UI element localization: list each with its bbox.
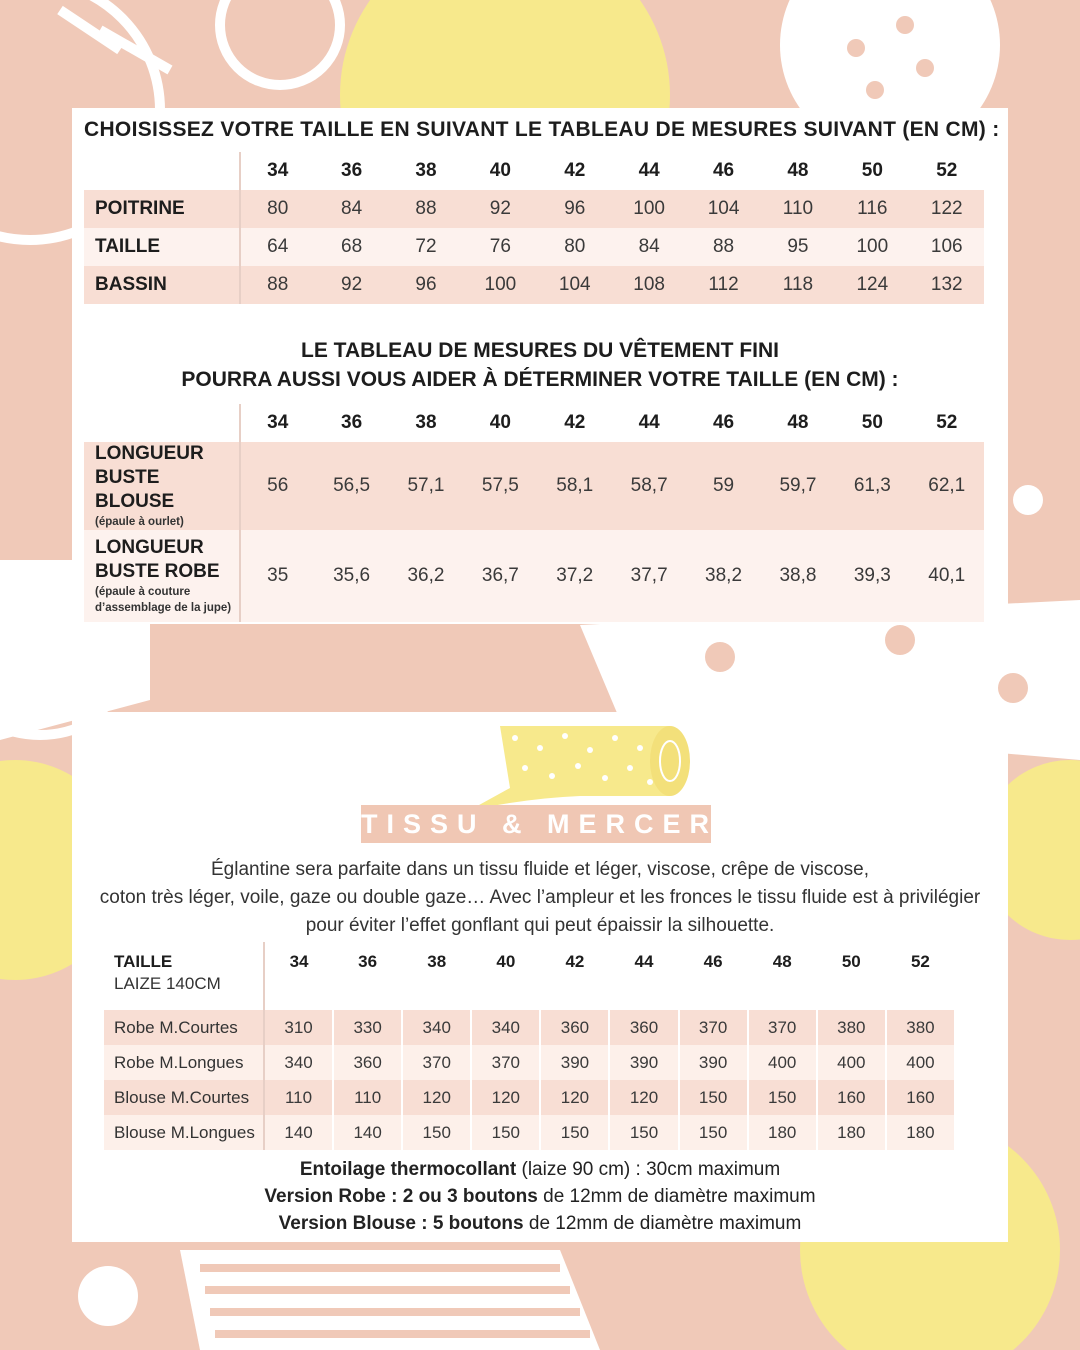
note-line [72, 1210, 1008, 1237]
table-cell: 72 [389, 228, 463, 266]
size-header: 38 [415, 412, 437, 433]
table-cell: 380 [886, 1010, 955, 1045]
table-cell: 68 [314, 228, 388, 266]
table-row [104, 1115, 955, 1150]
table-cell: 360 [609, 1010, 678, 1045]
row-label: Robe M.Courtes [104, 1010, 264, 1045]
size-header: 34 [289, 952, 309, 971]
table-cell: 100 [612, 190, 686, 228]
size-header: 52 [936, 160, 958, 181]
size-header: 48 [787, 160, 809, 181]
table-cell: 150 [748, 1080, 817, 1115]
table-row-buste-robe [84, 530, 984, 622]
table-cell: 64 [240, 228, 314, 266]
row-label [84, 442, 240, 530]
size-header: 36 [341, 412, 363, 433]
note-bold: Version Robe : 2 ou 3 boutons [264, 1186, 538, 1207]
fabric-panel [72, 712, 1008, 1242]
table-cell: 150 [609, 1115, 678, 1150]
table-cell: 390 [540, 1045, 609, 1080]
table-corner [84, 404, 240, 442]
row-label-note: (épaule à ourlet) [95, 516, 184, 528]
table-cell: 360 [540, 1010, 609, 1045]
size-header: 42 [564, 412, 586, 433]
table-row-taille [84, 228, 984, 266]
table-cell: 360 [333, 1045, 402, 1080]
table-cell: 57,5 [463, 442, 537, 530]
size-header: 34 [267, 412, 289, 433]
row-label-line1: LONGUEUR [95, 537, 204, 558]
size-header: 34 [267, 160, 289, 181]
table-cell: 35,6 [314, 530, 388, 622]
size-header: 52 [910, 952, 930, 971]
table-cell: 59 [686, 442, 760, 530]
table-cell: 59,7 [761, 442, 835, 530]
table-cell: 110 [761, 190, 835, 228]
size-header: 48 [772, 952, 792, 971]
table-cell: 112 [686, 266, 760, 304]
table-cell: 36,7 [463, 530, 537, 622]
table-cell: 180 [748, 1115, 817, 1150]
size-header: 46 [703, 952, 723, 971]
table-cell: 92 [314, 266, 388, 304]
note-text: de 12mm de diamètre maximum [537, 1186, 816, 1207]
table-cell: 132 [910, 266, 984, 304]
table-cell: 106 [910, 228, 984, 266]
table-cell: 370 [402, 1045, 471, 1080]
table-cell: 400 [886, 1045, 955, 1080]
size-header: 42 [564, 160, 586, 181]
table-cell: 56 [240, 442, 314, 530]
table-cell: 88 [686, 228, 760, 266]
row-label: BASSIN [84, 266, 240, 304]
row-label: TAILLE [84, 228, 240, 266]
fabric-yardage-table [104, 942, 956, 1150]
fabric-description [72, 856, 1008, 940]
table-cell: 370 [748, 1010, 817, 1045]
table-cell: 180 [817, 1115, 886, 1150]
table-cell: 160 [817, 1080, 886, 1115]
size-header: 52 [936, 412, 958, 433]
body-measurements-table [84, 152, 984, 304]
table-cell: 390 [609, 1045, 678, 1080]
table-cell: 95 [761, 228, 835, 266]
table-cell: 150 [540, 1115, 609, 1150]
table-cell: 380 [817, 1010, 886, 1045]
notions-notes [72, 1156, 1008, 1237]
table-cell: 56,5 [314, 442, 388, 530]
body-measurements-title: CHOISISSEZ VOTRE TAILLE EN SUIVANT LE TABLEAU DE MESURES SUIVANT (EN CM) : [84, 118, 1000, 141]
row-label: Robe M.Longues [104, 1045, 264, 1080]
description-line: pour éviter l’effet gonflant qui peut épaissir la silhouette. [305, 915, 775, 936]
size-header: 50 [861, 160, 883, 181]
row-label-note: d’assemblage de la jupe) [95, 602, 232, 614]
table-cell: 39,3 [835, 530, 909, 622]
table-row-bassin [84, 266, 984, 304]
description-line: coton très léger, voile, gaze ou double gaze… Avec l’ampleur et les fronces le tissu fluide est à privilégier [99, 887, 981, 908]
table-cell: 38,8 [761, 530, 835, 622]
table-cell: 37,2 [538, 530, 612, 622]
row-label-line2: BUSTE ROBE [95, 561, 220, 582]
table-corner [84, 152, 240, 190]
table-cell: 160 [886, 1080, 955, 1115]
size-header: 48 [787, 412, 809, 433]
note-line [72, 1183, 1008, 1210]
table-cell: 100 [463, 266, 537, 304]
table-cell: 340 [402, 1010, 471, 1045]
table-row-buste-blouse [84, 442, 984, 530]
table-cell: 80 [240, 190, 314, 228]
table-cell: 104 [686, 190, 760, 228]
size-header-row [104, 942, 955, 1010]
size-header: 38 [427, 952, 447, 971]
header-label: TAILLE [114, 952, 173, 971]
size-header: 40 [496, 952, 516, 971]
finished-title-line1: LE TABLEAU DE MESURES DU VÊTEMENT FINI [301, 339, 779, 362]
table-cell: 330 [333, 1010, 402, 1045]
table-cell: 116 [835, 190, 909, 228]
table-cell: 36,2 [389, 530, 463, 622]
table-cell: 100 [835, 228, 909, 266]
size-header: 44 [638, 412, 660, 433]
table-row [104, 1010, 955, 1045]
note-line [72, 1156, 1008, 1183]
table-cell: 38,2 [686, 530, 760, 622]
table-cell: 150 [679, 1080, 748, 1115]
table-cell: 120 [402, 1080, 471, 1115]
table-row [104, 1080, 955, 1115]
finished-title-line2: POURRA AUSSI VOUS AIDER À DÉTERMINER VOTRE TAILLE (EN CM) : [181, 368, 899, 391]
note-text: (laize 90 cm) : 30cm maximum [516, 1159, 781, 1180]
row-label: Blouse M.Courtes [104, 1080, 264, 1115]
table-cell: 58,7 [612, 442, 686, 530]
table-row [104, 1045, 955, 1080]
size-header-row [84, 152, 984, 190]
size-header: 44 [638, 160, 660, 181]
size-header: 36 [341, 160, 363, 181]
table-cell: 76 [463, 228, 537, 266]
table-cell: 80 [538, 228, 612, 266]
size-header: 46 [712, 160, 735, 181]
table-cell: 150 [679, 1115, 748, 1150]
table-cell: 84 [314, 190, 388, 228]
table-cell: 118 [761, 266, 835, 304]
table-cell: 150 [402, 1115, 471, 1150]
table-cell: 400 [748, 1045, 817, 1080]
header-sublabel: LAIZE 140CM [114, 974, 221, 993]
size-header-row [84, 404, 984, 442]
fabric-section-banner: TISSU & MERCERIE [361, 805, 711, 843]
size-header: 40 [489, 412, 511, 433]
row-label: POITRINE [84, 190, 240, 228]
fabric-roll-icon [470, 718, 700, 810]
table-cell: 61,3 [835, 442, 909, 530]
note-bold: Version Blouse : 5 boutons [278, 1213, 524, 1234]
size-header: 38 [415, 160, 437, 181]
table-corner [104, 942, 264, 1010]
row-label-note: (épaule à couture [95, 586, 191, 598]
table-cell: 92 [463, 190, 537, 228]
table-cell: 62,1 [910, 442, 984, 530]
table-cell: 104 [538, 266, 612, 304]
size-chart-panel [72, 108, 1008, 624]
table-cell: 124 [835, 266, 909, 304]
description-line: Églantine sera parfaite dans un tissu fluide et léger, viscose, crêpe de viscose, [211, 859, 869, 880]
note-bold: Entoilage thermocollant [299, 1159, 517, 1180]
table-cell: 40,1 [910, 530, 984, 622]
size-header: 50 [841, 952, 861, 971]
table-cell: 37,7 [612, 530, 686, 622]
row-label-line1: LONGUEUR [95, 443, 204, 464]
size-header: 44 [634, 952, 654, 971]
finished-garment-title [72, 336, 1008, 394]
table-cell: 180 [886, 1115, 955, 1150]
table-cell: 340 [264, 1045, 333, 1080]
table-cell: 88 [240, 266, 314, 304]
size-header: 46 [712, 412, 735, 433]
table-cell: 108 [612, 266, 686, 304]
table-cell: 96 [389, 266, 463, 304]
size-header: 40 [489, 160, 511, 181]
table-cell: 310 [264, 1010, 333, 1045]
row-label: Blouse M.Longues [104, 1115, 264, 1150]
size-header: 42 [565, 952, 585, 971]
note-text: de 12mm de diamètre maximum [523, 1213, 802, 1234]
table-cell: 370 [471, 1045, 540, 1080]
table-cell: 400 [817, 1045, 886, 1080]
row-label [84, 530, 240, 622]
table-cell: 140 [333, 1115, 402, 1150]
table-cell: 140 [264, 1115, 333, 1150]
table-cell: 96 [538, 190, 612, 228]
table-cell: 57,1 [389, 442, 463, 530]
finished-garment-table [84, 404, 984, 622]
size-header: 50 [861, 412, 883, 433]
table-cell: 84 [612, 228, 686, 266]
table-cell: 88 [389, 190, 463, 228]
size-header: 36 [358, 952, 378, 971]
table-cell: 58,1 [538, 442, 612, 530]
table-cell: 122 [910, 190, 984, 228]
table-cell: 370 [679, 1010, 748, 1045]
table-cell: 110 [264, 1080, 333, 1115]
table-cell: 150 [471, 1115, 540, 1150]
table-cell: 120 [471, 1080, 540, 1115]
table-cell: 120 [609, 1080, 678, 1115]
table-cell: 110 [333, 1080, 402, 1115]
table-cell: 390 [679, 1045, 748, 1080]
row-label-line2: BUSTE BLOUSE [95, 467, 175, 512]
table-cell: 120 [540, 1080, 609, 1115]
table-cell: 340 [471, 1010, 540, 1045]
table-row-poitrine [84, 190, 984, 228]
table-cell: 35 [240, 530, 314, 622]
